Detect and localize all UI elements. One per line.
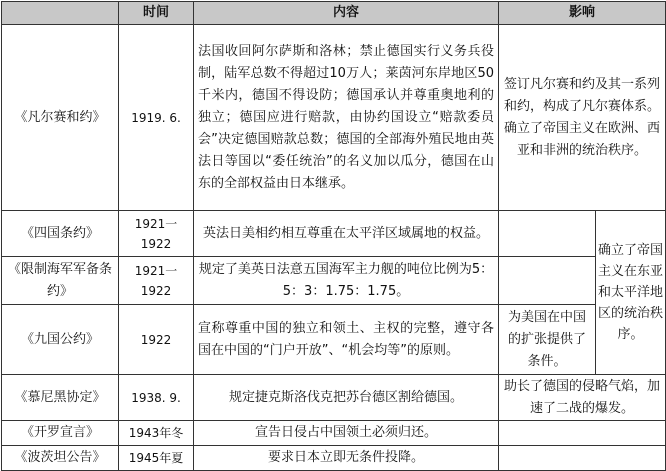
treaty-content: 规定捷克斯洛伐克把苏台德区割给德国。 — [194, 375, 499, 421]
treaty-content: 英法日美相约相互尊重在太平洋区域属地的权益。 — [194, 211, 499, 257]
table-row — [2, 305, 666, 375]
header-content: 内容 — [194, 2, 499, 25]
treaty-time: 1945年夏 — [119, 446, 194, 471]
treaty-impact — [499, 421, 666, 446]
table-row — [2, 211, 666, 257]
treaty-impact: 助长了德国的侵略气焰，加速了二战的爆发。 — [499, 375, 666, 421]
treaty-name: 《九国公约》 — [2, 305, 119, 375]
treaty-time: 1919. 6. — [119, 25, 194, 211]
table-row — [2, 446, 666, 471]
washington-system-impact: 确立了帝国主义在东亚和太平洋地区的统治秩序。 — [596, 211, 666, 375]
table-row — [2, 375, 666, 421]
treaties-table — [1, 1, 666, 471]
treaty-name: 《凡尔赛和约》 — [2, 25, 119, 211]
treaty-name: 《慕尼黑协定》 — [2, 375, 119, 421]
treaty-content: 宣告日侵占中国领土必须归还。 — [194, 421, 499, 446]
header-time: 时间 — [119, 2, 194, 25]
header-row — [2, 2, 666, 25]
treaty-name: 《波茨坦公告》 — [2, 446, 119, 471]
table-row — [2, 25, 666, 211]
table-row — [2, 257, 666, 305]
treaty-content: 宣称尊重中国的独立和领土、主权的完整，遵守各国在中国的“门户开放”、“机会均等”的原则。 — [194, 305, 499, 375]
treaty-impact-empty — [499, 211, 596, 257]
header-impact: 影响 — [499, 2, 666, 25]
treaty-impact: 为美国在中国的扩张提供了条件。 — [499, 305, 596, 375]
treaty-time: 1943年冬 — [119, 421, 194, 446]
treaty-impact: 签订凡尔赛和约及其一系列和约，构成了凡尔赛体系。确立了帝国主义在欧洲、西亚和非洲的统治秩序。 — [499, 25, 666, 211]
treaty-content: 法国收回阿尔萨斯和洛林；禁止德国实行义务兵役制，陆军总数不得超过10万人；莱茵河东岸地区50千米内，德国不得设防；德国承认并尊重奥地利的独立；德国应进行赔款，由协约国设立“赔款委员会”决定德国赔款总数；德国的全部海外殖民地由英法日等国以“委任统治”的名义加以瓜分，德国在山东的全部权益由日本继承。 — [194, 25, 499, 211]
treaty-content: 要求日本立即无条件投降。 — [194, 446, 499, 471]
treaty-name: 《开罗宣言》 — [2, 421, 119, 446]
treaty-time: 1921一1922 — [119, 211, 194, 257]
treaty-time: 1921一1922 — [119, 257, 194, 305]
treaty-name: 《限制海军军备条约》 — [2, 257, 119, 305]
table-row — [2, 421, 666, 446]
treaty-time: 1922 — [119, 305, 194, 375]
treaty-content: 规定了美英日法意五国海军主力舰的吨位比例为5：5：3：1.75：1.75。 — [194, 257, 499, 305]
treaty-impact-empty — [499, 257, 596, 305]
treaty-name: 《四国条约》 — [2, 211, 119, 257]
header-blank — [2, 2, 119, 25]
treaty-time: 1938. 9. — [119, 375, 194, 421]
treaty-impact — [499, 446, 666, 471]
